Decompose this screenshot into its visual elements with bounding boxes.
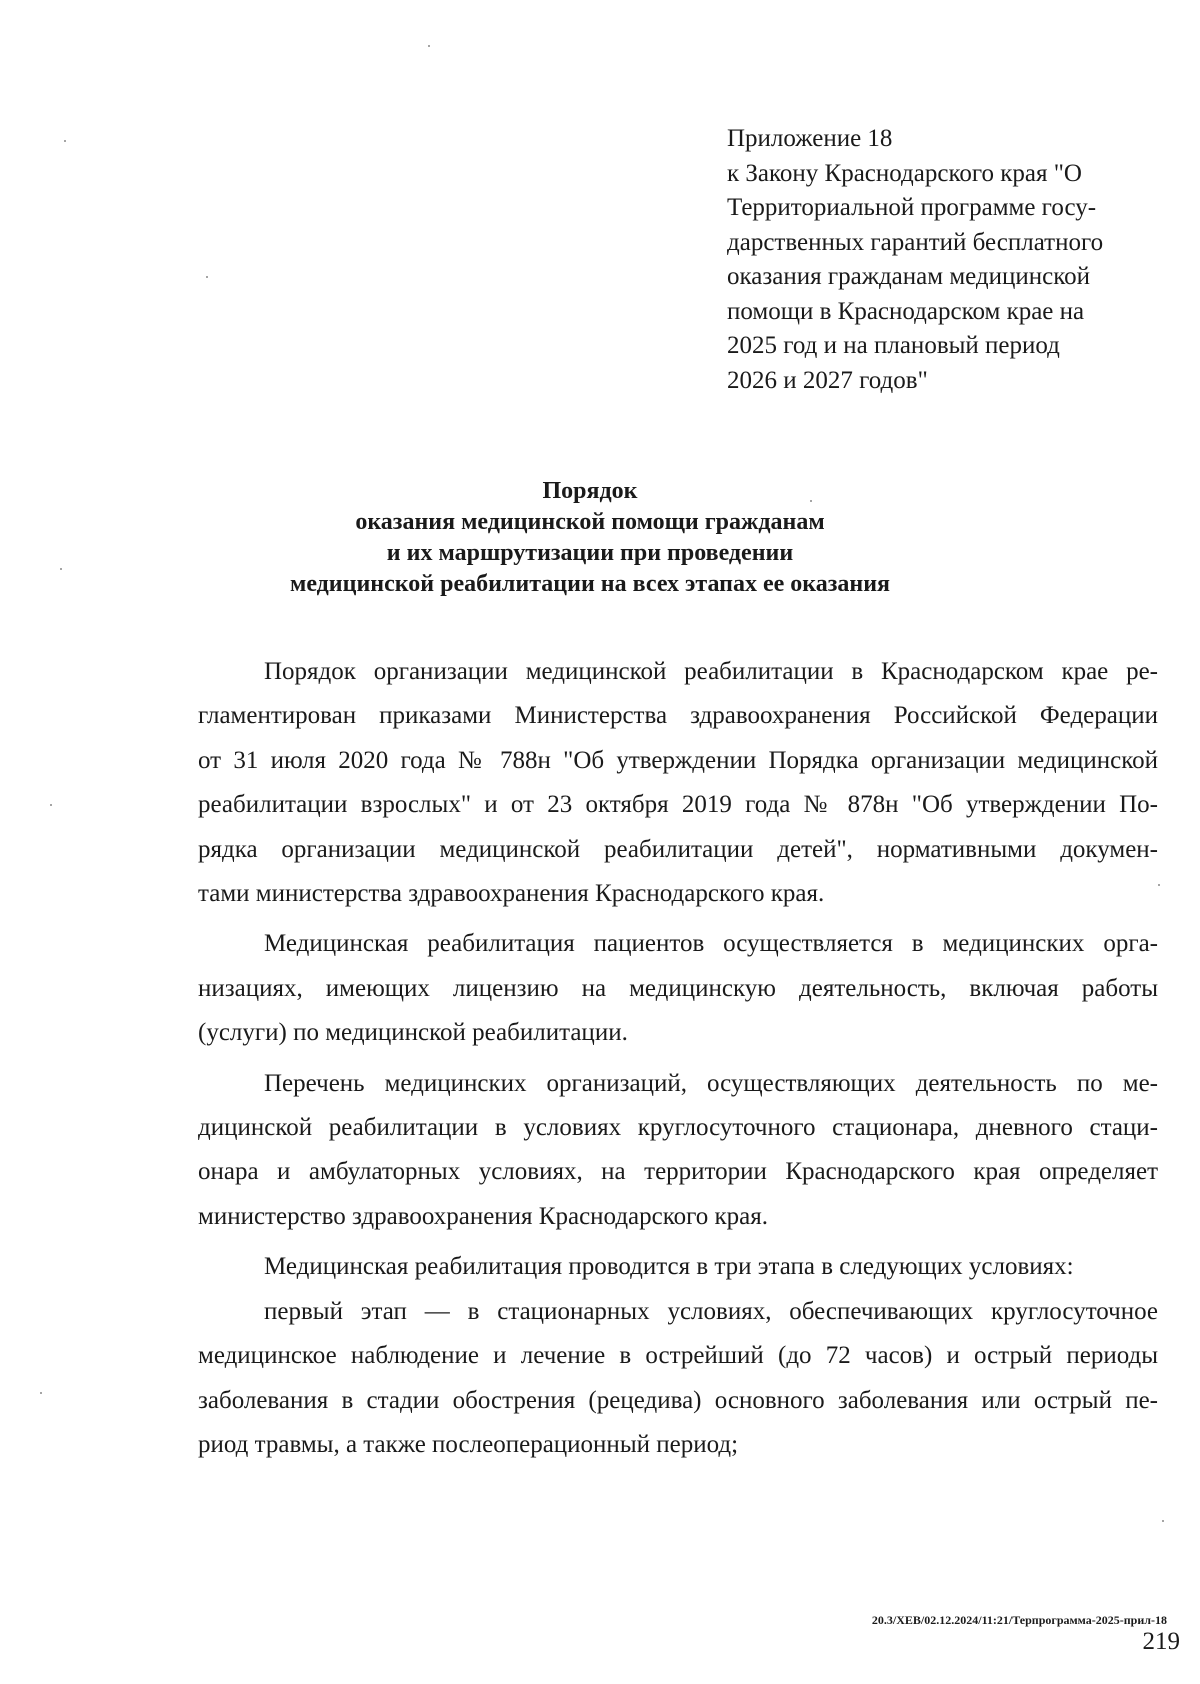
paragraph-line: заболевания в стадии обострения (рецедива) основного заболевания или острый пе- [198,1386,1158,1414]
title-line: и их маршрутизации при проведении [386,540,794,566]
title-line: оказания медицинской помощи гражданам [355,509,825,535]
paragraph-line: гламентирован приказами Министерства здравоохранения Российской Федерации [198,702,1158,730]
scan-speck [1158,884,1160,886]
scan-speck [1162,1520,1164,1522]
paragraph-line: от 31 июля 2020 года № 788н "Об утверждении Порядка организации медицинской [198,746,1158,774]
document-body [198,650,1158,1467]
paragraph-line: Медицинская реабилитация проводится в три этапа в следующих условиях: [264,1253,1074,1281]
appendix-line: помощи в Краснодарском крае на [727,297,1085,325]
paragraph [198,922,1158,1055]
scan-speck [60,568,62,570]
page-number: 219 [1142,1628,1180,1655]
title-line: Порядок [542,478,638,504]
paragraph-line: риод травмы, а также послеоперационный период; [198,1430,739,1458]
appendix-line: дарственных гарантий бесплатного [727,228,1104,256]
paragraph [198,1290,1158,1468]
paragraph-line: онара и амбулаторных условиях, на территории Краснодарского края определяет [198,1158,1158,1186]
scan-speck [64,140,66,142]
scan-speck [40,1392,42,1394]
appendix-line: оказания гражданам медицинской [727,263,1091,290]
scan-speck [206,276,208,278]
appendix-line: 2025 год и на плановый период [727,332,1060,359]
appendix-header [727,122,1167,398]
paragraph-line: медицинское наблюдение и лечение в острейший (до 72 часов) и острый периоды [198,1342,1158,1370]
scan-speck [428,45,430,47]
appendix-line: к Закону Краснодарского края "О [727,159,1082,187]
paragraph [198,1245,1158,1289]
paragraph-line: реабилитации взрослых" и от 23 октября 2019 года № 878н "Об утверждении По- [198,791,1158,819]
paragraph-line: дицинской реабилитации в условиях круглосуточного стационара, дневного стаци- [198,1114,1158,1142]
scan-speck [50,804,52,806]
title-line: медицинской реабилитации на всех этапах ее оказания [289,571,891,597]
document-code: 20.3/ХЕВ/02.12.2024/11:21/Терпрограмма-2025-прил-18 [871,1613,1167,1627]
paragraph-line: Порядок организации медицинской реабилитации в Краснодарском крае ре- [264,658,1158,685]
paragraph [198,1062,1158,1240]
paragraph-line: тами министерства здравоохранения Краснодарского края. [198,880,825,908]
paragraph [198,650,1158,916]
paragraph-line: (услуги) по медицинской реабилитации. [198,1019,628,1047]
paragraph-line: рядка организации медицинской реабилитации детей", нормативными докумен- [198,835,1158,863]
paragraph-line: низациях, имеющих лицензию на медицинскую деятельность, включая работы [198,974,1158,1002]
document-title [180,476,1000,600]
appendix-line: Приложение 18 [727,125,893,152]
paragraph-line: первый этап — в стационарных условиях, обеспечивающих круглосуточное [264,1297,1158,1325]
paragraph-line: Медицинская реабилитация пациентов осуществляется в медицинских орга- [264,930,1158,958]
appendix-line: 2026 и 2027 годов" [727,366,928,394]
paragraph-line: Перечень медицинских организаций, осуществляющих деятельность по ме- [264,1069,1158,1097]
paragraph-line: министерство здравоохранения Краснодарского края. [198,1202,768,1230]
appendix-line: Территориальной программе госу- [727,194,1097,221]
